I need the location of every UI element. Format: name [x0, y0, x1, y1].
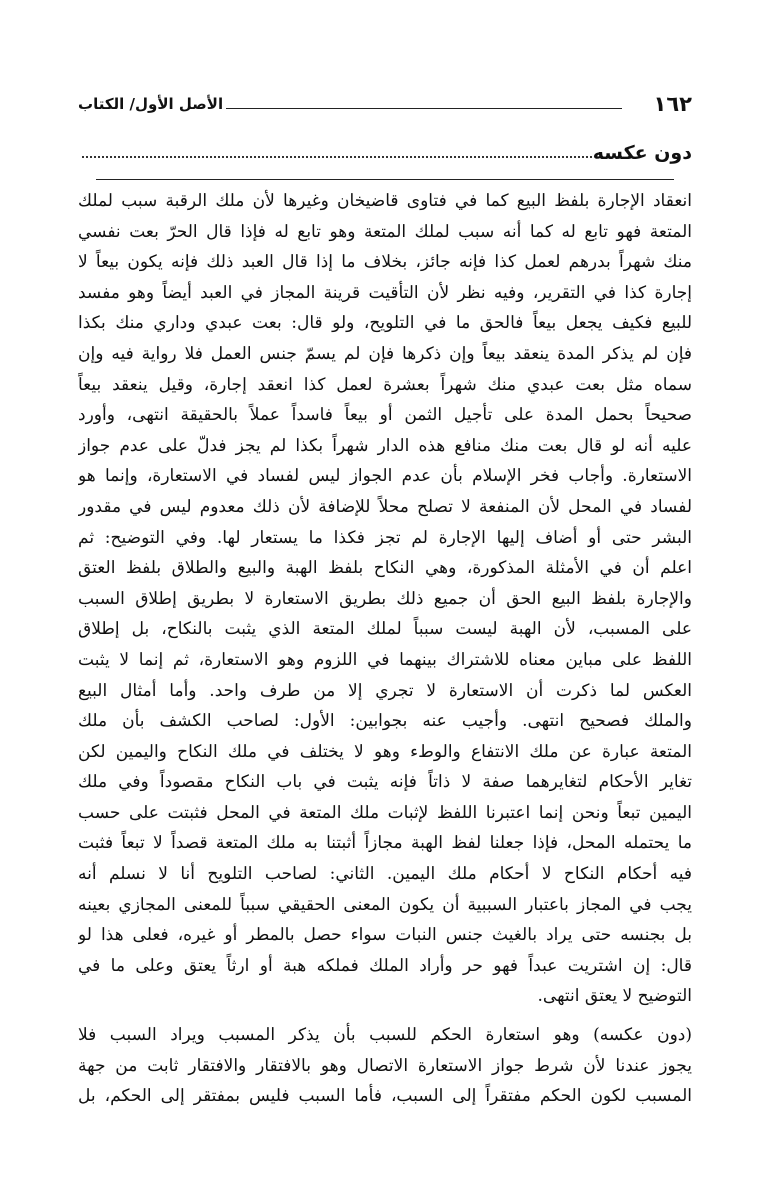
commentary-line: فيه أحكام النكاح لا أحكام ملك اليمين. الثاني: لصاحب التلويح أنا لا نسلم أنه — [78, 864, 692, 885]
commentary-line: إجارة كذا في التقرير، وفيه نظر لأن التأقيت قرينة المجاز في العبد أيضاً وهو مفسد — [78, 282, 692, 303]
commentary-line: ما يحتمله المحل، فإذا جعلنا لفظ الهبة مجازاً أثبتنا به ملك المتعة قصداً لا تبعاً فثبت — [78, 833, 692, 854]
commentary-line: فإن لم يذكر المدة ينعقد بيعاً وإن ذكرها فإن لم يسمّ جنس العمل فلا رواية فيه وإن — [78, 343, 692, 364]
matn-line — [78, 138, 692, 168]
matn-text: دون عكسه — [592, 142, 692, 164]
commentary-line: والملك فصحيح انتهى. وأجيب عنه بجوابين: الأول: لصاحب الكشف بأن ملك — [78, 711, 692, 732]
commentary-line: الاستعارة. وأجاب فخر الإسلام بأن عدم الجواز ليس لفساد في الاستعارة، وإنما هو — [78, 466, 692, 487]
running-title: الأصل الأول/ الكتاب — [78, 95, 224, 113]
page-header — [78, 90, 692, 122]
commentary-line: يجوز عندنا لأن شرط جواز الاستعارة الاتصال وهو بالافتقار والافتقار ثابت من جهة — [78, 1055, 692, 1076]
matn-dotted-leader — [82, 156, 592, 158]
commentary-line: لفساد في المحل لأن المنفعة لا تصلح محلاً للإضافة لأن ذلك معدوم ليس في مقدور — [78, 496, 692, 517]
commentary-line: المتعة فهو تابع له كما أنه سبب لملك المتعة وهو تابع له فإذا قال الحرّ بعت نفسي — [78, 221, 692, 242]
header-rule — [226, 108, 622, 109]
commentary-line: اللفظ على مباين معناه للاشتراك بينهما في اللزوم وهو الاستعارة، ثم إنما لا يثبت — [78, 649, 692, 670]
commentary-line: يجب في المجاز باعتبار السببية أن يكون المعنى الحقيقي سبباً للمعنى المجازي بعينه — [78, 894, 692, 915]
commentary-line: والإجارة بلفظ البيع الحق أن جميع ذلك بطريق الاستعارة لا بطريق إطلاق السبب — [78, 588, 692, 609]
section-divider — [96, 179, 674, 180]
commentary-body — [78, 186, 692, 1112]
commentary-line: عليه أنه لو قال بعت منك منافع هذه الدار شهراً بكذا لم يجز فدلّ على عدم جواز — [78, 435, 692, 456]
commentary-line: قال: إن اشتريت عبداً فهو حر وأراد الملك فملكه هبة أو ارثاً يعتق وعلى ما في — [78, 955, 692, 976]
commentary-line: على المسبب، لأن الهبة ليست سبباً لملك المتعة الذي يثبت بالنكاح، بل إطلاق — [78, 619, 692, 640]
commentary-line: منك شهراً بدرهم لعمل كذا فإنه جائز، بخلاف ما إذا قال العبد ذلك فإنه يكون بيعاً لا — [78, 252, 692, 273]
commentary-line: التوضيح لا يعتق انتهى. — [537, 986, 692, 1007]
commentary-line: تغاير الأحكام لتغايرهما صفة لا ذاتاً فإنه يثبت في باب النكاح مقصوداً وفي ملك — [78, 772, 692, 793]
commentary-line: المتعة عبارة عن ملك الانتفاع والوطء وهو لا يختلف في ملك النكاح واليمين لكن — [78, 741, 692, 762]
commentary-line: اليمين تبعاً ونحن إنما اعتبرنا اللفظ لإثبات ملك المتعة في المحل فثبتت على حسب — [78, 802, 692, 823]
commentary-line: للبيع فكيف يجعل بيعاً فالحق ما في التلويح، ولو قال: بعت عبدي وداري منك بكذا — [78, 313, 692, 334]
commentary-line: اعلم أن في الأمثلة المذكورة، وهي النكاح بلفظ الهبة والبيع والطلاق بلفظ العتق — [78, 558, 692, 579]
paragraph-gap — [78, 1012, 692, 1020]
commentary-line: سماه مثل بعت عبدي منك شهراً بعشرة لعمل كذا انعقد إجارة، وقيل ينعقد بيعاً — [78, 374, 692, 395]
commentary-line: بل بجنسه حتى يراد بالغيث جنس النبات سواء حصل بالمطر أو غيره، فعلى هذا لو — [78, 925, 692, 946]
commentary-line: انعقاد الإجارة بلفظ البيع كما في فتاوى قاضيخان وغيرها لأن ملك الرقبة سبب لملك — [78, 191, 692, 211]
commentary-line: البشر حتى أو أضاف إليها الإجارة لم تجز فكذا ما يستعار لها. وفي التوضيح: ثم — [78, 527, 692, 548]
commentary-line: (دون عكسه) وهو استعارة الحكم للسبب بأن يذكر المسبب ويراد السبب فلا — [78, 1025, 692, 1046]
commentary-line: المسبب لكون الحكم مفتقراً إلى السبب، فأما السبب فليس بمفتقر إلى الحكم، بل — [78, 1086, 692, 1107]
commentary-line: العكس لما ذكرت أن الاستعارة لا تجري إلا من طرف واحد. وأما أمثال البيع — [78, 680, 692, 701]
page-number: ١٦٢ — [653, 92, 692, 116]
commentary-line: صحيحاً بحمل المدة على تأجيل الثمن أو بيعاً فاسداً عملاً بالحقيقة انتهى، وأورد — [78, 405, 692, 426]
